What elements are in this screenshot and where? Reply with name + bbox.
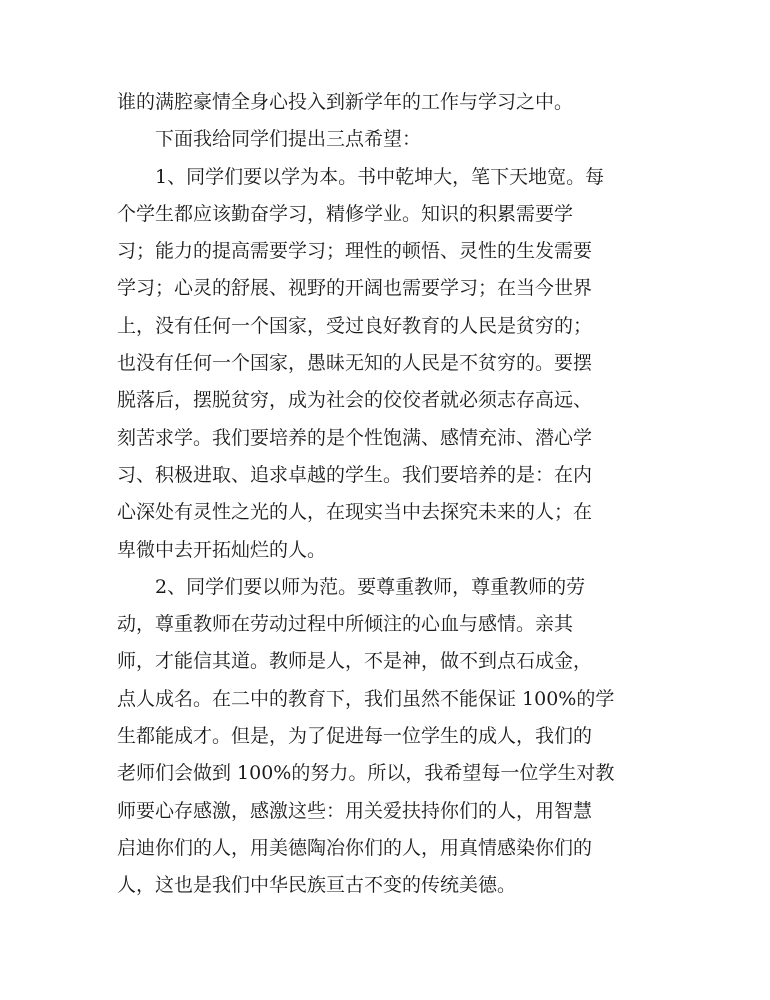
text-line: 习；能力的提高需要学习；理性的顿悟、灵性的生发需要 — [117, 240, 593, 263]
text-line: 师要心存感激，感激这些：用关爱扶持你们的人，用智慧 — [117, 799, 593, 822]
text-line: 下面我给同学们提出三点希望： — [155, 128, 422, 151]
text-line: 习、积极进取、追求卓越的学生。我们要培养的是：在内 — [117, 463, 593, 486]
text-line: 刻苦求学。我们要培养的是个性饱满、感情充沛、潜心学 — [117, 426, 593, 449]
text-line: 也没有任何一个国家，愚昧无知的人民是不贫穷的。要摆 — [117, 352, 593, 375]
text-line: 启迪你们的人，用美德陶冶你们的人，用真情感染你们的 — [117, 836, 593, 859]
text-line: 人，这也是我们中华民族亘古不变的传统美德。 — [117, 874, 517, 897]
text-line: 卑微中去开拓灿烂的人。 — [117, 538, 327, 561]
text-line: 点人成名。在二中的教育下，我们虽然不能保证 100%的学 — [117, 687, 615, 710]
text-line: 学习；心灵的舒展、视野的开阔也需要学习；在当今世界 — [117, 277, 593, 300]
text-line: 老师们会做到 100%的努力。所以，我希望每一位学生对教 — [117, 762, 615, 785]
text-line: 脱落后，摆脱贫穷，成为社会的佼佼者就必须志存高远、 — [117, 389, 593, 412]
text-line: 动，尊重教师在劳动过程中所倾注的心血与感情。亲其 — [117, 613, 574, 636]
text-line: 心深处有灵性之光的人，在现实当中去探究未来的人；在 — [117, 501, 593, 524]
text-line: 个学生都应该勤奋学习，精修学业。知识的积累需要学 — [117, 202, 574, 225]
text-line: 1、同学们要以学为本。书中乾坤大，笔下天地宽。每 — [155, 165, 605, 188]
text-line: 生都能成才。但是，为了促进每一位学生的成人，我们的 — [117, 725, 593, 748]
body-text — [117, 84, 647, 905]
text-line: 2、同学们要以师为范。要尊重教师，尊重教师的劳 — [155, 575, 586, 598]
text-line: 上，没有任何一个国家，受过良好教育的人民是贫穷的； — [117, 314, 593, 337]
text-line: 谁的满腔豪情全身心投入到新学年的工作与学习之中。 — [117, 91, 574, 113]
text-line: 师，才能信其道。教师是人，不是神，做不到点石成金， — [117, 650, 593, 673]
